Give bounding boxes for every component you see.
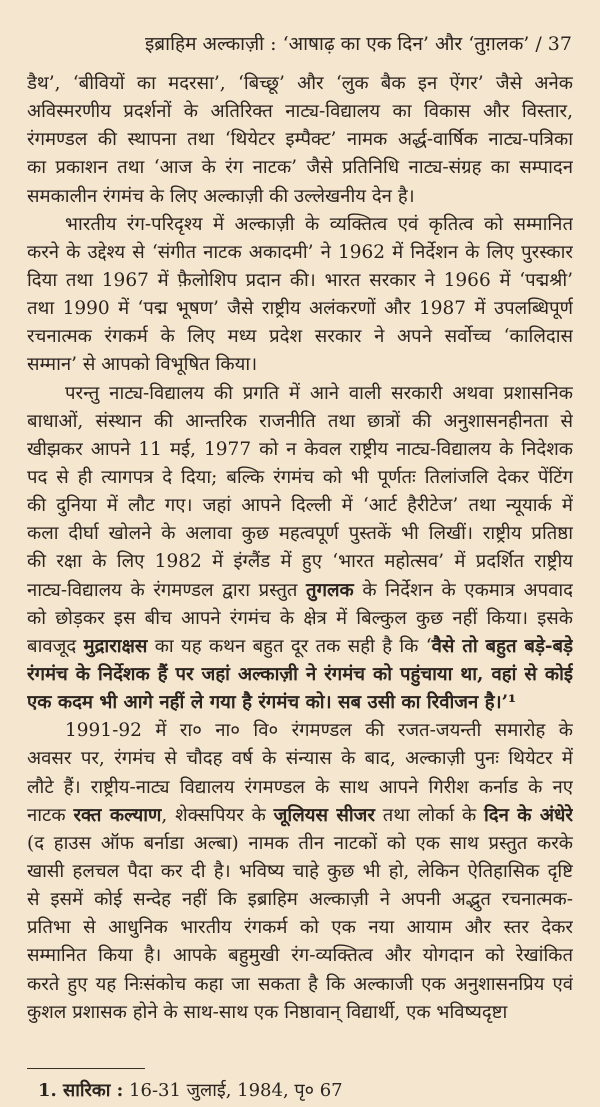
bold-text: मुद्राराक्षस — [83, 635, 148, 657]
text-line — [27, 745, 573, 773]
text-line — [27, 717, 573, 745]
text-line — [27, 999, 573, 1027]
text-line — [27, 914, 573, 942]
text-line — [27, 70, 573, 98]
text-line — [27, 436, 573, 464]
text-segment: कला दीर्घा खोलने के अलावा कुछ महत्वपूर्ण पुस्तकें भी लिखीं। राष्ट्रीय प्रतिष्ठा — [27, 523, 573, 545]
bold-text: एक कदम भी आगे नहीं ले गया है रंगमंच को। सब उसी का रिवीजन है।’¹ — [27, 692, 517, 714]
text-line — [27, 351, 573, 379]
text-line — [27, 886, 573, 914]
text-segment: को छोड़कर इस बीच आपने रंगमंच के क्षेत्र में बिल्कुल कुछ नहीं किया। इसके — [27, 607, 573, 629]
text-line — [27, 802, 573, 830]
text-line — [27, 661, 573, 689]
text-line — [27, 211, 573, 239]
text-segment: पद से ही त्यागपत्र दे दिया; बल्कि रंगमंच को भी पूर्णतः तिलांजलि देकर पेंटिंग — [27, 466, 573, 488]
text-line — [27, 408, 573, 436]
text-segment: करने के उद्देश्य से ‘संगीत नाटक अकादमी’ ने 1962 में निर्देशन के लिए पुरस्कार — [27, 241, 573, 263]
text-segment: भारतीय रंग-परिदृश्य में अल्काज़ी के व्यक्तित्व एवं कृतित्व को सम्मानित — [65, 213, 573, 235]
text-segment: खासी हलचल पैदा कर दी है। भविष्य चाहे कुछ भी हो, लेकिन ऐतिहासिक दृष्टि — [27, 860, 573, 882]
text-line — [27, 239, 573, 267]
text-segment: रंगमण्डल की स्थापना तथा ‘थियेटर इम्पैक्ट’ नामक अर्द्ध-वार्षिक नाट्य-पत्रिका — [27, 129, 573, 151]
text-line — [27, 858, 573, 886]
text-segment: की दुनिया में लौट गए। जहां आपने दिल्ली में ‘आर्ट हैरीटेज’ तथा न्यूयार्क में — [27, 495, 573, 517]
text-line — [27, 183, 573, 211]
text-line — [27, 126, 573, 154]
text-segment: लौटे हैं। राष्ट्रीय-नाट्य विद्यालय रंगमण्डल के साथ आपने गिरीश कर्नाड के नए — [27, 776, 573, 798]
text-line — [27, 267, 573, 295]
text-segment: नाटक — [27, 804, 74, 826]
bold-text: रंगमंच के निर्देशक हैं पर जहां अल्काज़ी ने रंगमंच को पहुंचाया था, वहां से कोई — [27, 663, 573, 685]
text-segment: का यह कथन बहुत दूर तक सही है कि ‘ — [147, 635, 432, 657]
text-segment: नाट्य-विद्यालय के रंगमण्डल द्वारा प्रस्तुत — [27, 579, 307, 601]
text-segment: सम्मान’ से आपको विभूषित किया। — [27, 354, 258, 376]
bold-text: तुगलक — [306, 579, 354, 601]
text-segment: कुशल प्रशासक होने के साथ-साथ एक निष्ठावान् विद्यार्थी, एक भविष्यदृष्टा — [27, 1001, 508, 1023]
footnote — [38, 1078, 343, 1102]
text-line — [27, 689, 573, 717]
text-segment: बाधाओं, संस्थान की आन्तरिक राजनीति तथा छात्रों की अनुशासनहीनता से — [27, 410, 573, 432]
text-line — [27, 971, 573, 999]
text-segment: सम्मानित किया है। आपके बहुमुखी रंग-व्यक्तित्व और योगदान को रेखांकित — [27, 945, 573, 967]
text-segment: तथा लोर्का के — [374, 804, 485, 826]
text-line — [27, 577, 573, 605]
text-line — [27, 464, 573, 492]
text-line — [27, 605, 573, 633]
text-segment: से इसमें कोई सन्देह नहीं कि इब्राहिम अल्काज़ी ने अपनी अद्भुत रचनात्मक- — [27, 889, 573, 911]
bold-text: दिन के अंधेरे — [484, 804, 573, 826]
text-segment: खीझकर आपने 11 मई, 1977 को न केवल राष्ट्रीय नाट्य-विद्यालय के निदेशक — [27, 438, 573, 460]
text-line — [27, 492, 573, 520]
bold-text: वैसे तो बहुत बड़े-बड़े — [431, 635, 573, 657]
text-line — [27, 98, 573, 126]
text-line — [27, 548, 573, 576]
footnote-divider — [27, 1068, 145, 1069]
text-segment: परन्तु नाट्य-विद्यालय की प्रगति में आने वाली सरकारी अथवा प्रशासनिक — [65, 382, 573, 404]
text-segment: अविस्मरणीय प्रदर्शनों के अतिरिक्त नाट्य-विद्यालय का विकास और विस्तार, — [27, 101, 573, 123]
text-line — [27, 295, 573, 323]
text-segment: करते हुए यह निःसंकोच कहा जा सकता है कि अल्काजी एक अनुशासनप्रिय एवं — [27, 973, 573, 995]
text-line — [27, 942, 573, 970]
text-line — [27, 154, 573, 182]
text-segment: रचनात्मक रंगकर्म के लिए मध्य प्रदेश सरकार ने अपने सर्वोच्च ‘कालिदास — [27, 326, 573, 348]
text-segment: समकालीन रंगमंच के लिए अल्काज़ी की उल्लेखनीय देन है। — [27, 185, 415, 207]
text-segment: प्रतिभा से आधुनिक भारतीय रंगकर्म को एक नया आयाम और स्तर देकर — [27, 917, 573, 939]
bold-text: जूलियस सीजर — [273, 804, 375, 826]
text-segment: बावजूद — [27, 635, 84, 657]
text-segment: तथा 1990 में ‘पद्म भूषण’ जैसे राष्ट्रीय अलंकरणों और 1987 में उपलब्धिपूर्ण — [27, 298, 573, 320]
text-segment: अवसर पर, रंगमंच से चौदह वर्ष के संन्यास के बाद, अल्काज़ी पुनः थियेटर में — [27, 748, 573, 770]
text-segment: डैथ’, ‘बीवियों का मदरसा’, ‘बिच्छू’ और ‘लुक बैक इन ऐंगर’ जैसे अनेक — [27, 73, 573, 94]
text-line — [27, 520, 573, 548]
text-segment: 1991-92 में रा० ना० वि० रंगमण्डल की रजत-जयन्ती समारोह के — [65, 720, 573, 742]
text-line — [27, 633, 573, 661]
text-segment: की रक्षा के लिए 1982 में इंग्लैंड में हुए ‘भारत महोत्सव’ में प्रदर्शित राष्ट्रीय — [27, 551, 573, 573]
text-segment: के निर्देशन के एकमात्र अपवाद — [353, 579, 573, 601]
bold-text: रक्त कल्याण — [73, 804, 162, 826]
text-line — [27, 830, 573, 858]
text-line — [27, 774, 573, 802]
text-segment: , शेक्सपियर के — [161, 804, 274, 826]
footnote-source: 1. सारिका : — [38, 1080, 124, 1101]
text-line — [27, 380, 573, 408]
running-header: इब्राहिम अल्काज़ी : ‘आषाढ़ का एक दिन’ और ‘तुग़लक’ / 37 — [144, 33, 572, 55]
text-line — [27, 323, 573, 351]
text-segment: (द हाउस ऑफ बर्नाडा अल्बा) नामक तीन नाटकों को एक साथ प्रस्तुत करके — [27, 832, 573, 854]
body-text — [27, 70, 573, 1027]
text-segment: का प्रकाशन तथा ‘आज के रंग नाटक’ जैसे प्रतिनिधि नाट्य-संग्रह का सम्पादन — [27, 157, 573, 179]
footnote-details: 16-31 जुलाई, 1984, पृ० 67 — [123, 1080, 343, 1101]
text-segment: दिया तथा 1967 में फ़ैलोशिप प्रदान की। भारत सरकार ने 1966 में ‘पद्मश्री’ — [27, 269, 573, 291]
